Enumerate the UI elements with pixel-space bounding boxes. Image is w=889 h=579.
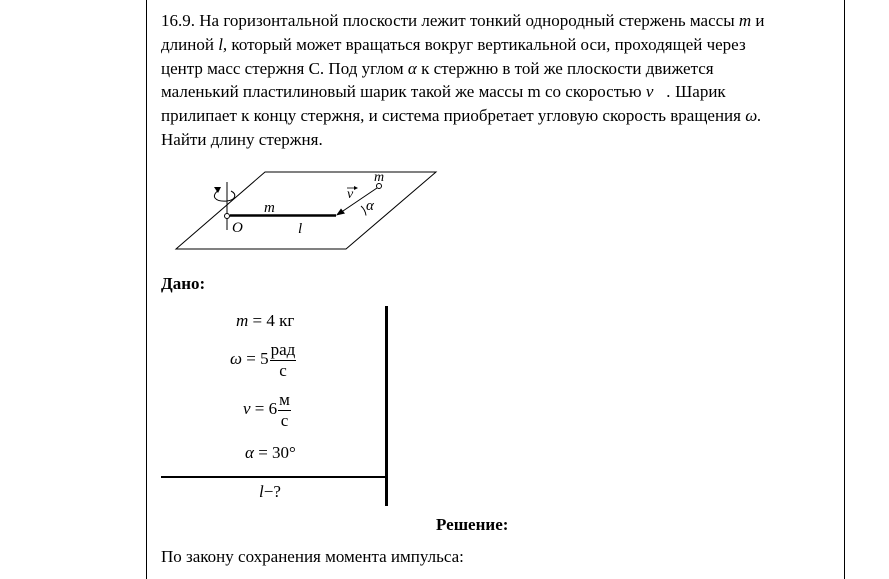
origin-label: O [232,220,243,236]
solution-title: Решение: [436,515,509,534]
velocity-symbol: v⃗. [645,82,671,102]
given-omega-unit-den: с [279,360,287,380]
find-length-symbol: l [259,482,264,501]
given-omega-unit-num: рад [270,340,296,359]
given-angle-value: = 30° [253,443,296,462]
problem-text-2: и длиной [161,11,765,54]
given-omega [230,340,296,380]
given-angle-symbol: α [245,443,254,462]
problem-text-6: Найти длину стержня. [161,129,323,149]
rod-length-label: l [298,221,303,237]
problem-number: 16.9. [161,11,195,30]
mass-symbol: m [738,11,752,30]
problem-text-1: На горизонтальной плоскости лежит тонкий однородный стержень массы [199,11,735,30]
problem-text-5: Шарик прилипает к концу стержня, и система приобретает угловую скорость вращения [161,82,741,126]
length-symbol: l, [218,34,228,54]
given-separator-horizontal [161,476,388,478]
page-left-border [146,0,147,579]
rod-diagram [170,168,440,252]
given-velocity-value: = 6 [250,398,278,418]
find-length-question: −? [263,482,281,501]
velocity-label-arrowhead [354,186,358,190]
given-mass-value: = 4 кг [248,311,295,330]
given-velocity [243,390,291,430]
omega-symbol: ω. [745,106,762,126]
rotation-arrowhead [214,187,221,193]
alpha-symbol: α [407,58,417,78]
given-velocity-unit [278,390,291,430]
given-angle [245,443,296,463]
velocity-arrowhead [336,209,345,216]
find-length [259,482,281,502]
given-mass [236,311,294,331]
page-right-border [844,0,845,579]
given-velocity-symbol: v [243,398,251,418]
given-title: Дано: [161,274,206,293]
given-omega-unit [270,340,297,380]
given-velocity-unit-num: м [279,390,290,409]
given-mass-symbol: m [236,311,249,330]
rod-mass-label: m [264,200,275,216]
velocity-label: v [347,187,354,202]
given-omega-value: = 5 [242,348,269,368]
pivot-point [225,214,230,219]
horizontal-plane [176,172,436,249]
solution-text: По закону сохранения момента импульса: [161,547,464,566]
problem-statement [161,9,781,152]
given-omega-symbol: ω [230,348,243,368]
problem-text-3: который может вращаться вокруг вертикальной оси, проходящей через центр масс стержня С. Под углом [161,34,746,78]
problem-text-4: к стержню в той же плоскости движется маленький пластилиновый шарик такой же массы m со скоростью [161,58,714,102]
ball-mass-label: m [374,170,385,185]
given-velocity-unit-den: с [280,410,289,430]
angle-label: α [366,198,374,214]
